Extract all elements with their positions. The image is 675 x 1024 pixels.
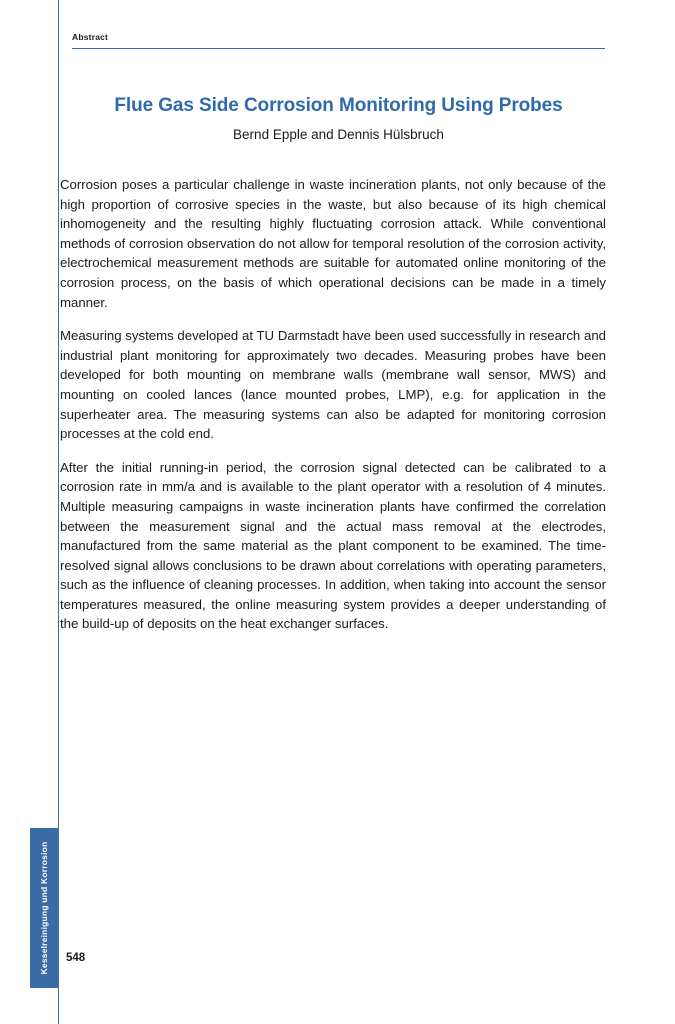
page-title: Flue Gas Side Corrosion Monitoring Using Probes	[114, 94, 563, 116]
abstract-body	[60, 175, 606, 634]
page-number: 548	[66, 952, 86, 964]
section-side-tab	[30, 828, 58, 988]
authors: Bernd Epple and Dennis Hülsbruch	[233, 127, 444, 142]
paragraph: After the initial running-in period, the corrosion signal detected can be calibrated to a corrosion rate in mm/a and is available to the plant operator with a resolution of 4 minutes. Multiple measuring campaigns in waste incineration plants have confirmed the correlation between the measurement signal and the actual mass removal at the electrodes, manufactured from the same material as the plant component to be examined. The time-resolved signal allows conclusions to be drawn about correlations with operating parameters, such as the influence of cleaning processes. In addition, when taking into account the sensor temperatures measured, the online measuring system provides a deeper understanding of the build-up of deposits on the heat exchanger surfaces.	[60, 459, 606, 632]
section-side-tab-label: Kesselreinigung und Korrosion	[39, 841, 49, 975]
paragraph: Corrosion poses a particular challenge in waste incineration plants, not only because of the high proportion of corrosive species in the waste, but also because of its high chemical inhomogeneity and the resulting highly fluctuating corrosion attack. While conventional methods of corrosion observation do not allow for temporal resolution of the corrosion activity, electrochemical measurement methods are suitable for automated online monitoring of the corrosion process, on the basis of which operational decisions can be made in a timely manner.	[60, 177, 606, 310]
header-section-label: Abstract	[72, 32, 109, 42]
page-header	[72, 32, 605, 49]
paragraph: Measuring systems developed at TU Darmstadt have been used successfully in research and industrial plant monitoring for approximately two decades. Measuring probes have been developed for both mounting on membrane walls (membrane wall sensor, MWS) and mounting on cooled lances (lance mounted probes, LMP), e.g. for application in the superheater area. The measuring systems can also be adapted for monitoring corrosion processes at the cold end.	[60, 328, 606, 442]
header-rule	[72, 48, 605, 49]
left-margin-rule	[58, 0, 59, 1024]
